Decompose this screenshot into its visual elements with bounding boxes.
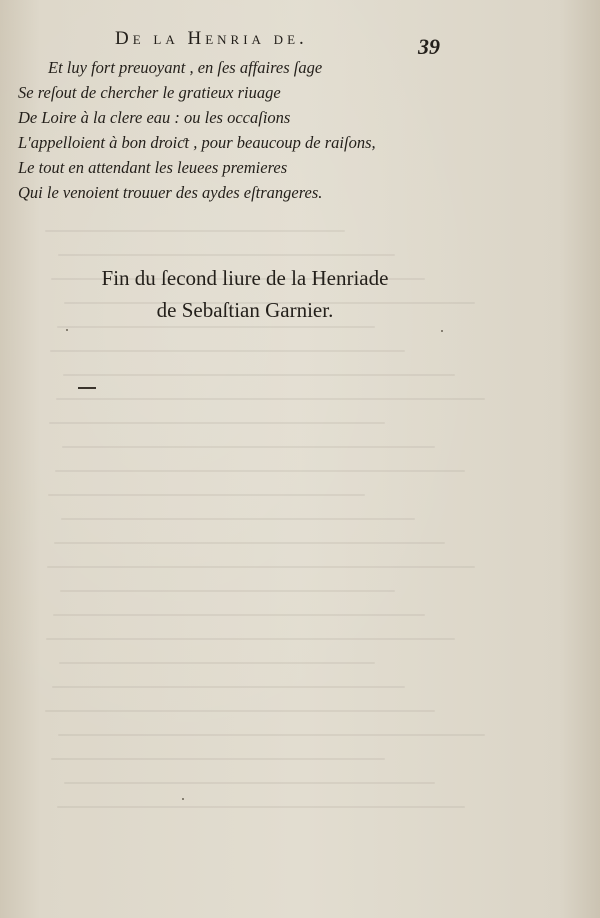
verse-block [18, 55, 478, 205]
show-through-line [45, 230, 345, 232]
verse-line: Qui le venoient trouuer des aydes eſtrangeres. [18, 183, 323, 202]
verse-line: Et luy fort preuoyant , en ſes affaires ſage [48, 58, 323, 77]
show-through-line [57, 326, 375, 328]
show-through-line [55, 470, 465, 472]
show-through-line [63, 374, 455, 376]
show-through-line [50, 350, 405, 352]
show-through-line [61, 518, 415, 520]
verse-line: Se reſout de chercher le gratieux riuage [18, 83, 281, 102]
colophon-line-2: de Sebaſtian Garnier. [156, 298, 334, 322]
show-through-line [57, 806, 465, 808]
show-through-line [46, 638, 455, 640]
show-through-line [62, 446, 435, 448]
verse-line: De Loire à la clere eau : ou les occaſions [18, 108, 291, 127]
page-number: 39 [418, 34, 440, 59]
show-through-line [56, 398, 485, 400]
verse-line: Le tout en attendant les leuees premieres [18, 158, 288, 177]
colophon-line-1: Fin du ſecond liure de la Henriade [101, 266, 389, 290]
printed-dash [78, 387, 96, 389]
show-through-line [49, 422, 385, 424]
running-head: De la Henria de. [115, 28, 308, 49]
show-through-line [59, 662, 375, 664]
show-through-line [45, 710, 435, 712]
show-through-line [58, 254, 395, 256]
colophon [60, 262, 430, 326]
show-through-line [58, 734, 485, 736]
show-through-line [51, 758, 385, 760]
ink-speck [441, 330, 443, 332]
show-through-line [64, 782, 435, 784]
show-through-line [52, 686, 405, 688]
verse-line: L'appelloient à bon droiƈt , pour beaucoup de raiſons, [18, 133, 376, 152]
show-through-line [47, 566, 475, 568]
show-through-line [54, 542, 445, 544]
ink-speck [66, 329, 68, 331]
show-through-line [53, 614, 425, 616]
ink-speck [182, 798, 184, 800]
show-through-line [60, 590, 395, 592]
show-through-line [48, 494, 365, 496]
